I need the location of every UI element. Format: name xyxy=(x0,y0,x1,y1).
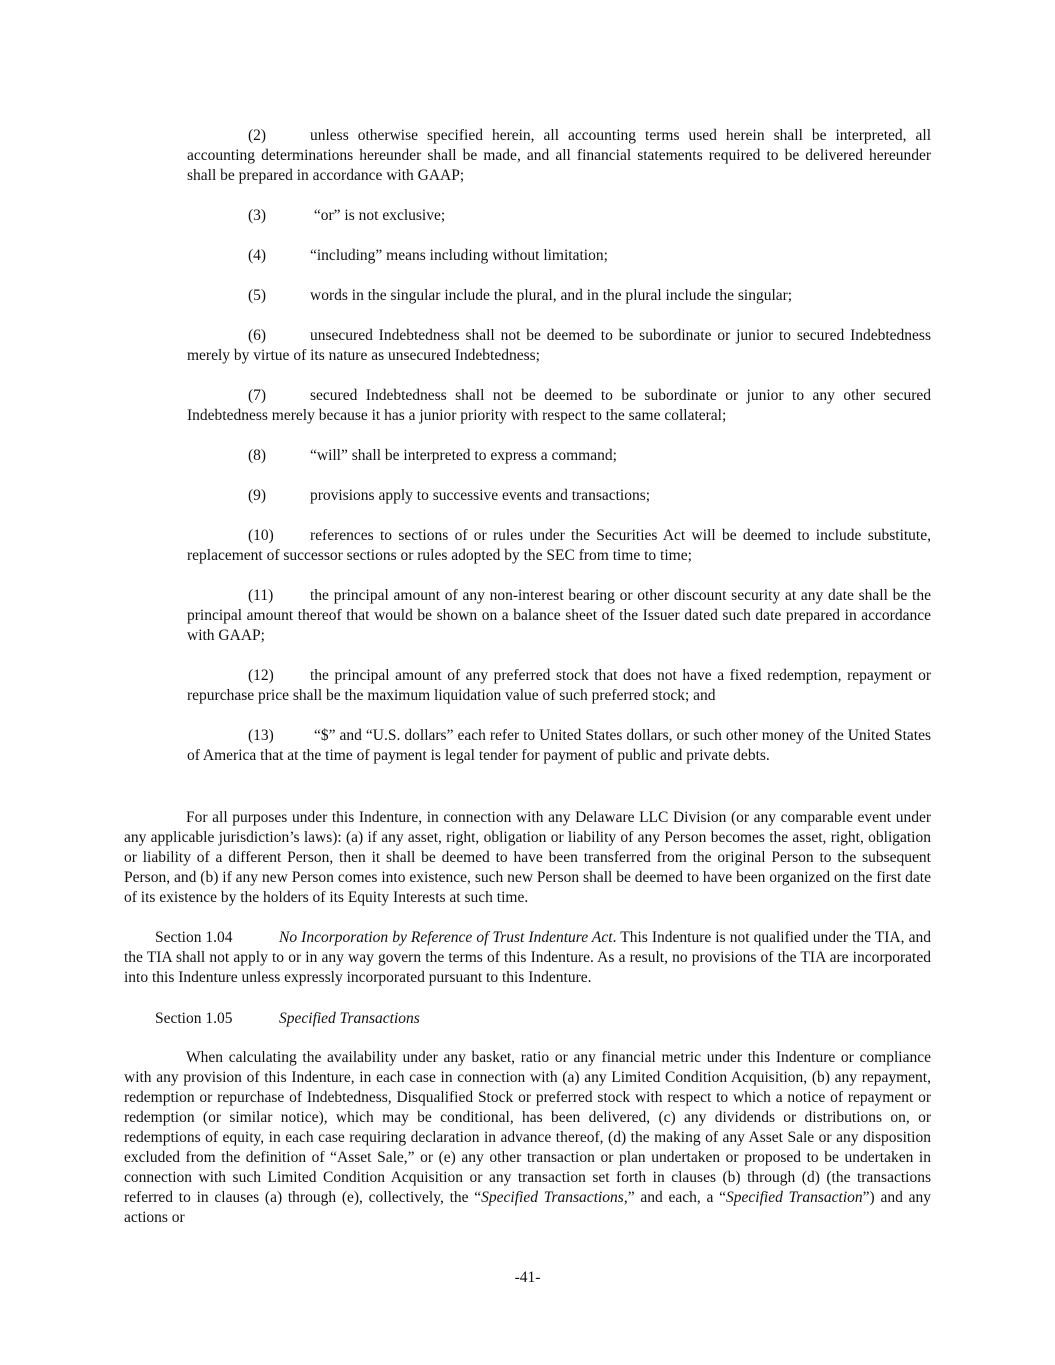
clause-5 xyxy=(187,286,931,306)
section-number: Section 1.04 xyxy=(155,929,233,946)
clause-text: the principal amount of any preferred stock that does not have a fixed redemption, repayment or repurchase price shall be the maximum liquidation value of such preferred stock; and xyxy=(187,667,931,704)
clause-number: (4) xyxy=(248,247,267,264)
clause-number: (6) xyxy=(248,327,267,344)
clause-12 xyxy=(187,666,931,706)
clause-text: the principal amount of any non-interest bearing or other discount security at any date shall be the principal amount thereof that would be shown on a balance sheet of the Issuer dated such date prepared in accordance with GAAP; xyxy=(187,587,931,644)
paragraph-text: ,” and each, a “ xyxy=(623,1189,727,1206)
clause-number: (12) xyxy=(248,667,274,684)
section-title: Specified Transactions xyxy=(279,1010,420,1027)
paragraph-text: ”) and any actions or xyxy=(124,1189,931,1226)
clause-13 xyxy=(187,726,931,766)
section-1-04-block xyxy=(124,928,931,988)
specified-transactions-paragraph xyxy=(124,1048,931,1228)
section-text: . This Indenture is not qualified under the TIA, and the TIA shall not apply to or in any way govern the terms of this Indenture. As a result, no provisions of the TIA are incorporated into this Indenture unless expressly incorporated pursuant to this Indenture. xyxy=(124,929,931,986)
section-1-05-heading xyxy=(124,1009,931,1029)
defined-term: Specified Transactions xyxy=(481,1189,624,1206)
clause-4 xyxy=(187,246,931,266)
clause-9 xyxy=(187,486,931,506)
clause-text: provisions apply to successive events and transactions; xyxy=(310,487,651,504)
clause-10 xyxy=(187,526,931,566)
clause-text: words in the singular include the plural, and in the plural include the singular; xyxy=(310,287,793,304)
clause-number: (5) xyxy=(248,287,267,304)
clause-text: “including” means including without limitation; xyxy=(310,247,608,264)
clause-8 xyxy=(187,446,931,466)
clause-number: (7) xyxy=(248,387,267,404)
clause-11 xyxy=(187,586,931,646)
clause-6 xyxy=(187,326,931,366)
clause-text: unsecured Indebtedness shall not be deemed to be subordinate or junior to secured Indebtedness merely by virtue of its nature as unsecured Indebtedness; xyxy=(187,327,931,364)
clause-2 xyxy=(187,126,931,186)
llc-division-paragraph: For all purposes under this Indenture, in connection with any Delaware LLC Division (or any comparable event under any applicable jurisdiction’s laws): (a) if any asset, right, obligation or liability of any Person becomes the asset, right, obligation or liability of a different Person, then it shall be deemed to have been transferred from the original Person to the subsequent Person, and (b) if any new Person comes into existence, such new Person shall be deemed to have been organized on the first date of its existence by the holders of its Equity Interests at such time. xyxy=(124,809,931,906)
clause-text: references to sections of or rules under the Securities Act will be deemed to include substitute, replacement of successor sections or rules adopted by the SEC from time to time; xyxy=(187,527,931,564)
section-1-04 xyxy=(124,928,931,988)
specified-transactions-block xyxy=(124,1048,931,1228)
clause-number: (3) xyxy=(248,207,267,224)
paragraph-text: When calculating the availability under any basket, ratio or any financial metric under this Indenture or compliance with any provision of this Indenture, in each case in connection with (a) any Limited Condition Acquisition, (b) any repayment, redemption or repurchase of Indebtedness, Disqualified Stock or preferred stock with respect to which a notice of repayment or redemption (or similar notice), which may be conditional, has been delivered, (c) any dividends or distributions on, or redemptions of equity, in each case requiring declaration in advance thereof, (d) the making of any Asset Sale or any disposition excluded from the definition of “Asset Sale,” or (e) any other transaction or plan undertaken or proposed to be undertaken in connection with such Limited Condition Acquisition or any transaction set forth in clauses (b) through (d) (the transactions referred to in clauses (a) through (e), collectively, the “ xyxy=(124,1049,931,1206)
clause-text: “or” is not exclusive; xyxy=(310,207,446,224)
clause-number: (10) xyxy=(248,527,274,544)
clause-list xyxy=(187,126,931,786)
clause-text: unless otherwise specified herein, all accounting terms used herein shall be interpreted, all accounting determinations hereunder shall be made, and all financial statements required to be delivered hereunder shall be prepared in accordance with GAAP; xyxy=(187,127,931,184)
clause-number: (8) xyxy=(248,447,267,464)
defined-term: Specified Transaction xyxy=(726,1189,863,1206)
llc-division-block xyxy=(124,808,931,908)
clause-text: secured Indebtedness shall not be deemed to be subordinate or junior to any other secured Indebtedness merely because it has a junior priority with respect to the same collateral; xyxy=(187,387,931,424)
section-1-05-block xyxy=(124,1009,931,1029)
clause-number: (11) xyxy=(248,587,274,604)
clause-7 xyxy=(187,386,931,426)
section-number: Section 1.05 xyxy=(155,1010,233,1027)
clause-text: “$” and “U.S. dollars” each refer to United States dollars, or such other money of the United States of America that at the time of payment is legal tender for payment of public and private debts. xyxy=(187,727,931,764)
clause-number: (2) xyxy=(248,127,267,144)
clause-number: (9) xyxy=(248,487,267,504)
section-title: No Incorporation by Reference of Trust Indenture Act xyxy=(279,929,613,946)
clause-number: (13) xyxy=(248,727,274,744)
clause-3 xyxy=(187,206,931,226)
clause-text: “will” shall be interpreted to express a command; xyxy=(310,447,617,464)
page-number: -41- xyxy=(514,1269,541,1286)
